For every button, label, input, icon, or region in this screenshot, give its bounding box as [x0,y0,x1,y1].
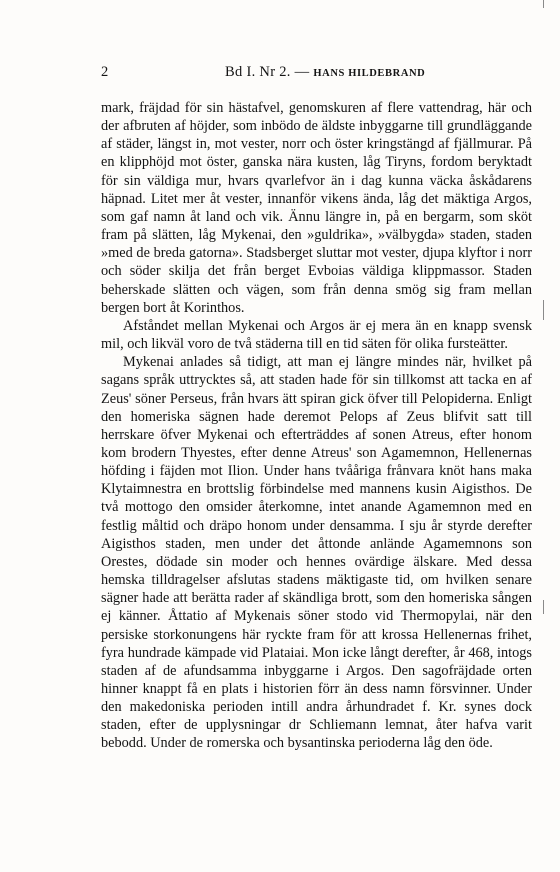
paragraph-continuation: mark, fräjdad för sin hästafvel, genomskuren af flere vattendrag, här och der afbruten af höjder, som inbödo de äldste inbyggarne till grundläggande af städer, längst in, mot vester, norr och öster kringstängd af fjällmurar. På en klipphöjd mot öster, ganska nära kusten, låg Tiryns, fordom beryktadt för sin väldiga mur, hvars qvarlefvor än i dag kunna väcka åskådarens häpnad. Litet mer åt vester, innanför vikens ända, låg det mäktiga Argos, som gaf namn åt land och vik. Ännu längre in, på en bergarm, som sköt fram på slätten, låg Mykenai, den »guldrika», »välbygda» staden, staden »med de breda gatorna». Stadsberget sluttar mot vester, djupa klyftor i norr och söder skilja det från berget Evboias väldiga klippmassor. Staden beherskade slätten och vägen, som från denna smög sig fram mellan bergen bort åt Korinthos. [101,100,532,316]
author-name: HANS HILDEBRAND [313,68,426,79]
page-number: 2 [101,64,109,80]
body-text [101,99,532,753]
margin-line [543,600,544,614]
paragraph-history: Mykenai anlades så tidigt, att man ej längre mindes när, hvilket på sagans språk uttrycktes så, att staden hade för sin tillkomst att tacka en af Zeus' söner Perseus, från hvars ätt spiran gick öfver till Pelopiderna. Enligt den homeriska sägnen hade deremot Pelops af Zeus blifvit satt till herrskare öfver Mykenai och efterträddes af sonen Atreus, efter honom kom brodern Thyestes, efter denne Atreus' son Agamemnon, Hellenernas höfding i fäjden mot Ilion. Under hans tvååriga frånvara knöt hans maka Klytaimnestra en brottslig förbindelse med mannens kusin Aigisthos. De två mottogo den omsider återkomne, intet anande Agamemnon med en festlig måltid och dräpo honom under densamma. I sju år styrde derefter Aigisthos staden, men under det åttonde anlände Agamemnons son Orestes, dödade sin moder och hennes ovärdige älskare. Med dessa hemska tilldragelser afslutas stadens mäktigaste tid, om hvilken senare sägner hade att berätta rader af skändliga brott, som den homeriska sången ej känner. Åttatio af Mykenais söner stodo vid Thermopylai, när den persiske storkonungens här ryckte fram för att krossa Hellenernas frihet, fyra hundrade kämpade vid Plataiai. Mon icke långt derefter, år 468, intogs staden af de afundsamma inbyggarne i Argos. Den sagofräjdade orten hinner knappt få en plats i historien förr än dess namn försvinner. Under den makedoniska perioden intill andra århundradet f. Kr. synes dock staden, efter de upplysningar dr Schliemann lemnat, åter hafva varit bebodd. Under de romerska och bysantinska perioderna låg den öde. [101,354,532,752]
margin-line [543,0,544,8]
margin-line [543,300,544,320]
running-title [225,64,425,81]
paragraph-distance: Afståndet mellan Mykenai och Argos är ej mera än en knapp svensk mil, och likväl voro de två städerna till en tid säten för olika fursteätter. [101,317,532,353]
running-header [101,64,531,82]
volume-issue: Bd I. Nr 2. — [225,64,310,80]
